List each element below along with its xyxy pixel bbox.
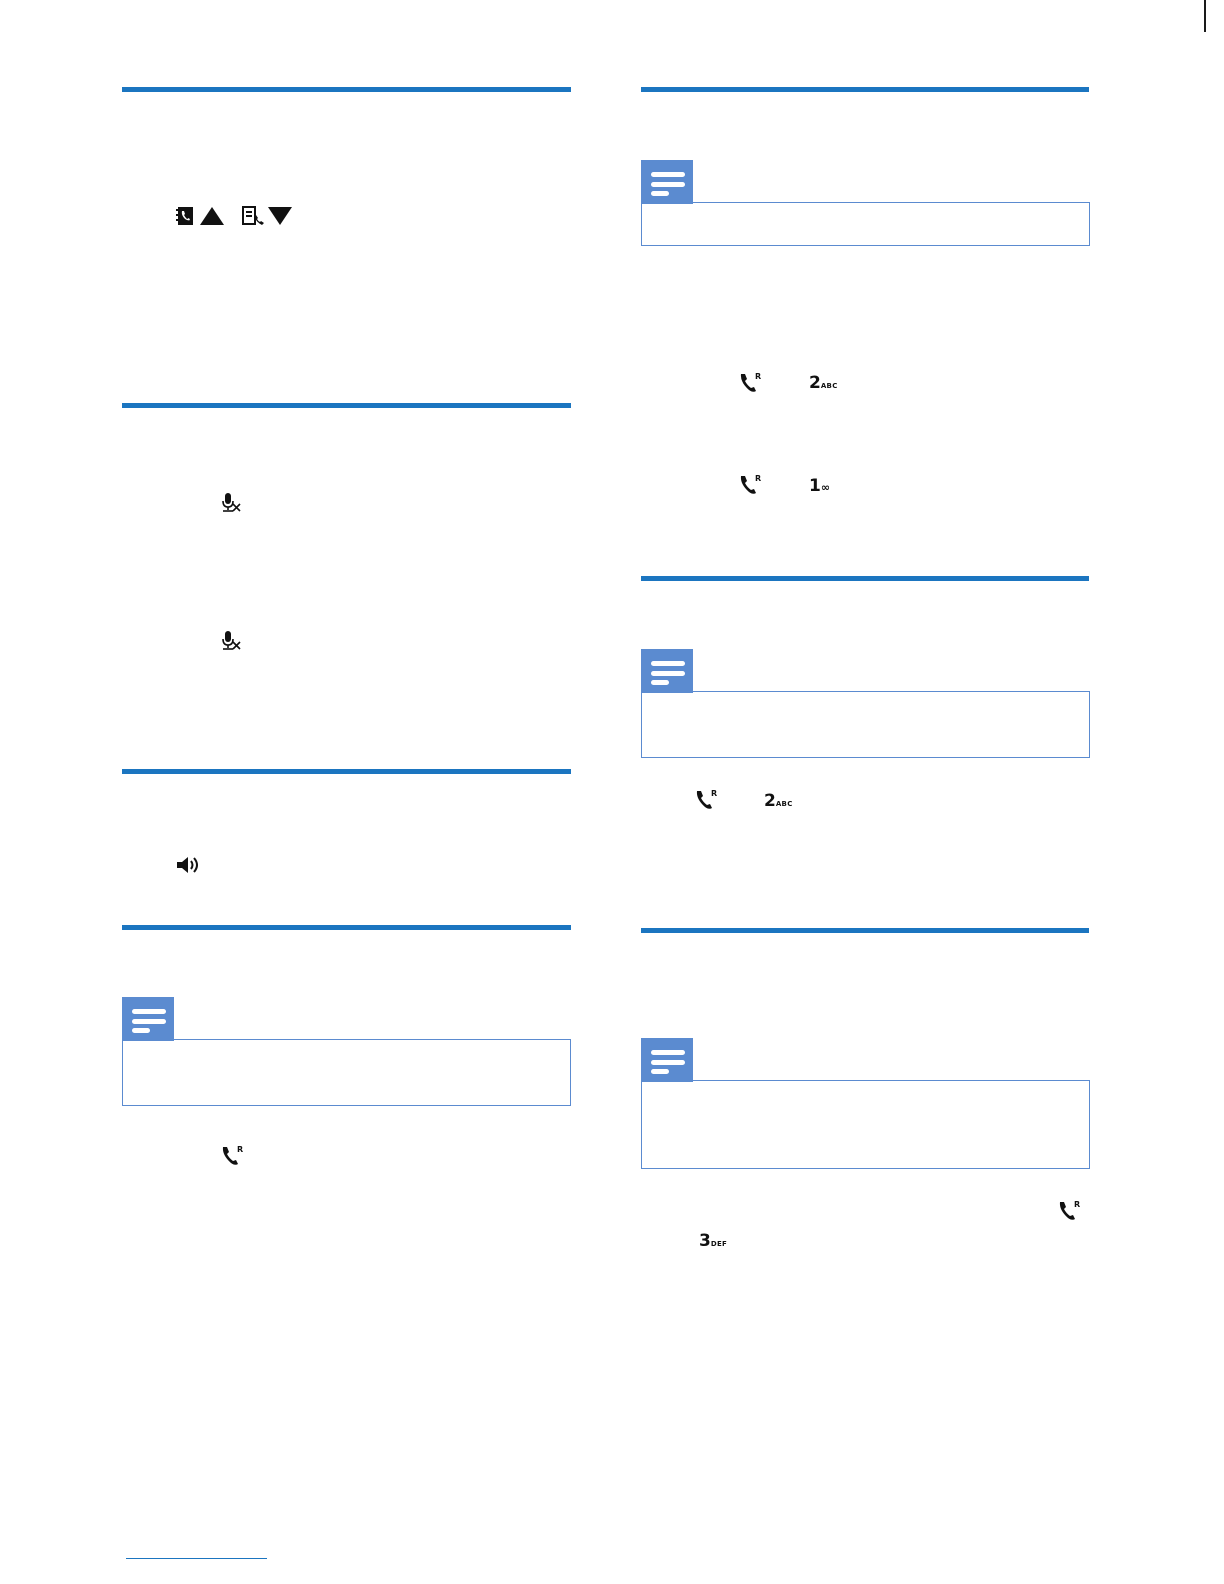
note-icon (641, 1038, 693, 1082)
key-1: 1∞ (809, 476, 831, 496)
note-box (641, 202, 1090, 246)
key-2: 2ABC (809, 373, 838, 393)
mute-mic-icon (220, 630, 242, 652)
crop-mark (1204, 0, 1206, 32)
note-box (122, 1039, 571, 1106)
key-2: 2ABC (764, 791, 793, 811)
svg-text:R: R (755, 372, 762, 381)
flash-recall-icon (738, 370, 764, 394)
speaker-icon (176, 855, 202, 875)
svg-text:R: R (1074, 1200, 1081, 1209)
flash-recall-icon (694, 787, 720, 811)
phonebook-icon (175, 206, 197, 226)
note-icon (122, 997, 174, 1041)
section-rule-volume (122, 87, 571, 92)
section-rule-speaker (122, 769, 571, 774)
note-box (641, 691, 1090, 758)
flash-recall-icon (1057, 1198, 1083, 1222)
section-rule-second-call (122, 925, 571, 930)
triangle-up-icon (200, 207, 224, 226)
section-rule-mute (122, 403, 571, 408)
flash-recall-icon (220, 1143, 246, 1167)
section-rule-switch (641, 576, 1089, 581)
triangle-down-icon (268, 207, 292, 226)
note-icon (641, 160, 693, 204)
footer-rule (126, 1558, 267, 1559)
svg-text:R: R (711, 789, 718, 798)
section-rule-conference-call (641, 928, 1089, 933)
key-3: 3DEF (699, 1231, 728, 1251)
mute-mic-icon (220, 492, 242, 514)
note-icon (641, 649, 693, 693)
svg-text:R: R (755, 474, 762, 483)
svg-text:R: R (237, 1145, 244, 1154)
note-box (641, 1080, 1090, 1169)
call-log-icon (242, 206, 266, 228)
section-rule-conference (641, 87, 1089, 92)
flash-recall-icon (738, 472, 764, 496)
